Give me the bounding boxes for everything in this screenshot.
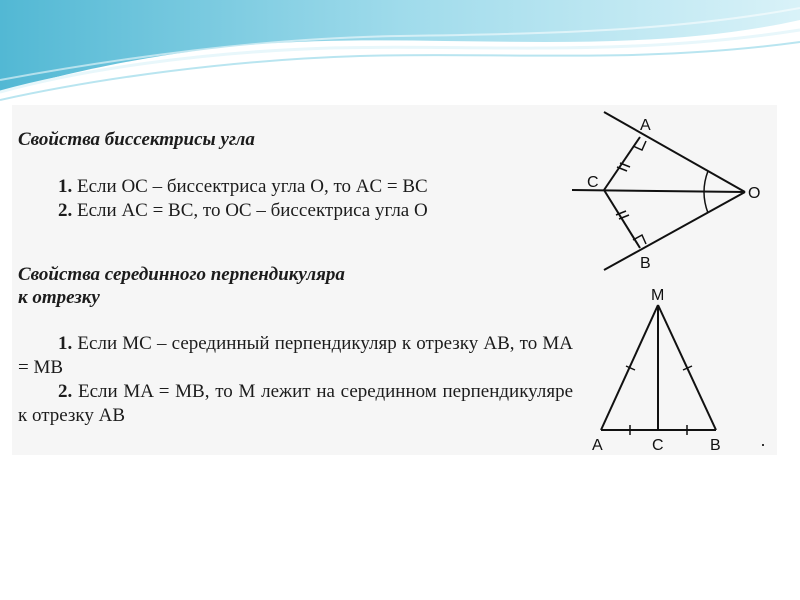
list-item (18, 380, 573, 428)
label-c: C (587, 174, 599, 191)
label-o: O (748, 185, 761, 202)
item-number: 1. (58, 333, 73, 354)
item-text: Если MC – серединный перпендикуляр к отрезку AB, то MA = MB (18, 333, 574, 378)
perpendicular-bisector-figure (585, 280, 735, 455)
angle-bisector-figure (560, 105, 770, 280)
ray-ob (604, 192, 745, 270)
perpendicular-properties (18, 332, 573, 428)
label-m: M (651, 287, 665, 304)
perpendicular-section (18, 263, 573, 428)
bisector-heading: Свойства биссектрисы угла (18, 129, 255, 150)
item-number: 2. (58, 200, 73, 221)
label-c: C (652, 437, 664, 454)
label-a: A (592, 437, 603, 454)
list-item (58, 175, 573, 199)
ray-oa (604, 112, 745, 192)
item-text: Если AC = BC, то OC – биссектриса угла O (77, 200, 428, 221)
item-number: 1. (58, 176, 73, 197)
label-b: B (640, 255, 651, 272)
item-text: Если OC – биссектриса угла O, то AC = BC (77, 176, 428, 197)
perpendicular-heading (18, 263, 573, 309)
bisector-properties (18, 175, 573, 223)
list-item (18, 332, 573, 380)
list-item (58, 199, 573, 223)
heading-line-2: к отрезку (18, 287, 100, 308)
header-wave-decoration (0, 0, 800, 110)
bisector-section (18, 128, 573, 223)
item-number: 2. (58, 381, 73, 402)
item-text: Если MA = MB, то M лежит на серединном перпендикуляре к отрезку AB (18, 381, 573, 426)
label-a: A (640, 117, 651, 134)
heading-line-1: Свойства серединного перпендикуляра (18, 264, 345, 285)
stray-dot (762, 444, 764, 446)
right-angle-mark-b (633, 235, 646, 244)
label-b: B (710, 437, 721, 454)
